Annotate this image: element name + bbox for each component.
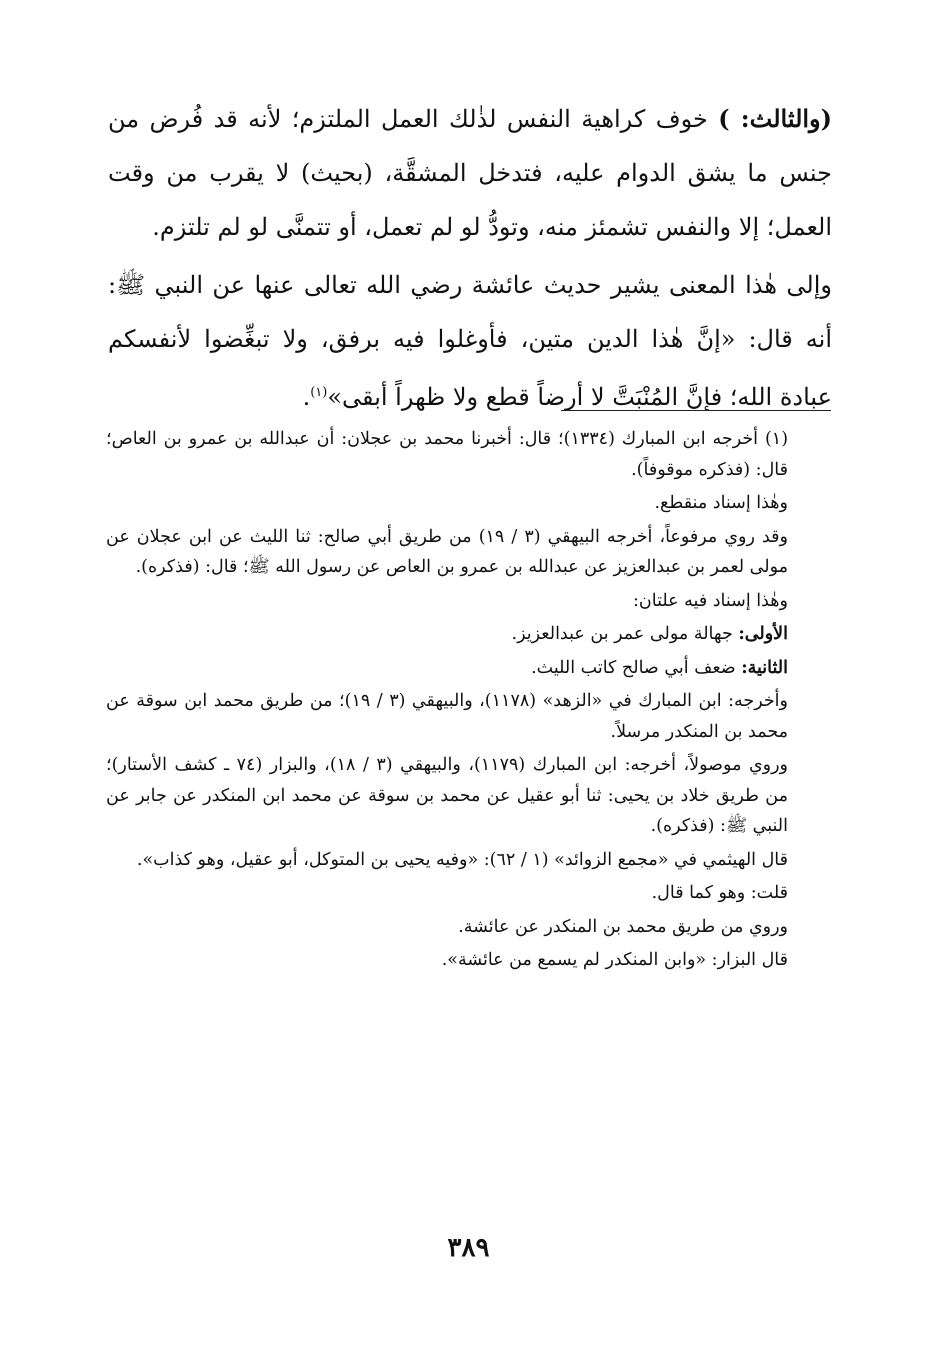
paragraph-text: وإلى هٰذا المعنى يشير حديث عائشة رضي الله تعالى عنها عن النبي ﷺ: أنه قال: «إنَّ هٰذا الدين متين، فأوغلوا فيه برفق، ولا تبغِّضوا لأنفسكم عبادة الله؛ فإنَّ المُنْبَتَّ لا أرضاً قطع ولا ظهراً أبقى» [108, 271, 832, 411]
main-text [108, 92, 832, 424]
footnote-line: قال البزار: «وابن المنكدر لم يسمع من عائشة». [441, 950, 788, 970]
footnote-text: جهالة مولى عمر بن عبدالعزيز. [511, 624, 739, 644]
footnote-line: وهٰذا إسناد منقطع. [654, 493, 788, 513]
paragraph-end: . [302, 383, 311, 411]
footnote-label: الثانية: [741, 657, 788, 678]
footnote-line [106, 619, 832, 650]
footnotes [106, 424, 832, 979]
footnote-line [106, 653, 832, 684]
paragraph-text: خوف كراهية النفس لذٰلك العمل الملتزم؛ لأنه قد فُرض من جنس ما يشق الدوام عليه، فتدخل المشقَّة، (بحيث) لا يقرب من وقت العمل؛ إلا والنفس تشمئز منه، وتودُّ لو لم تعمل، أو تتمنَّى لو لم تلتزم. [108, 105, 832, 241]
footnote-1: (١) أخرجه ابن المبارك (١٣٣٤)؛ قال: أخبرنا محمد بن عجلان: أن عبدالله بن عمرو بن العاص؛ قال: (فذكره موقوفاً). [106, 429, 789, 480]
footnote-line: قلت: وهو كما قال. [651, 883, 788, 903]
page-number: ٣٨٩ [447, 1233, 490, 1263]
footnote-separator [561, 410, 831, 411]
footnote-line: وهٰذا إسناد فيه علتان: [633, 590, 788, 611]
footnote-line: وأخرجه: ابن المبارك في «الزهد» (١١٧٨)، والبيهقي (٣ / ١٩)؛ من طريق محمد ابن سوقة عن محمد بن المنكدر مرسلاً. [106, 691, 788, 742]
footnote-text: ضعف أبي صالح كاتب الليث. [531, 657, 742, 678]
footnote-line: وروي موصولاً، أخرجه: ابن المبارك (١١٧٩)، والبيهقي (٣ / ١٨)، والبزار (٧٤ ـ كشف الأستار)؛ من طريق خلاد بن يحيى: ثنا أبو عقيل عن محمد بن سوقة عن محمد ابن المنكدر عن جابر عن النبي ﷺ: (فذكره). [106, 755, 789, 836]
paragraph-label: (والثالث: ) [718, 104, 832, 133]
footnote-ref: (١) [310, 385, 328, 400]
footnote-line: وروي من طريق محمد بن المنكدر عن عائشة. [458, 916, 788, 937]
main-paragraph-2 [108, 258, 832, 424]
footnote-label: الأولى: [738, 624, 788, 644]
footnote-line: قال الهيثمي في «مجمع الزوائد» (١ / ٦٢): «وفيه يحيى بن المتوكل، أبو عقيل، وهو كذاب». [136, 849, 788, 870]
footnote-line: وقد روي مرفوعاً، أخرجه البيهقي (٣ / ١٩) من طريق أبي صالح: ثنا الليث عن ابن عجلان عن مولى لعمر بن عبدالعزيز عن عبدالله بن عمرو بن العاص عن رسول الله ﷺ؛ قال: (فذكره). [106, 526, 788, 577]
main-paragraph-1 [108, 92, 832, 254]
